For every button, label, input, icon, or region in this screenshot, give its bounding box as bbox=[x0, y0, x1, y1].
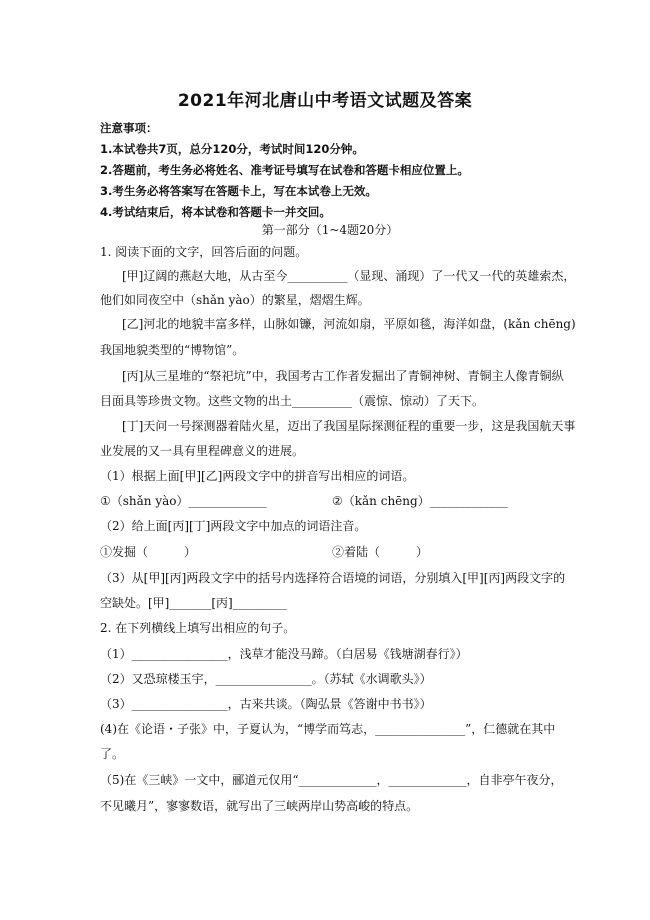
question-2-item: （5)在《三峡》一文中，郦道元仅用“_____________，_____________，自非亭午夜分， bbox=[100, 773, 563, 787]
passage-ding-line: 业发展的又一具有里程碑意义的进展。 bbox=[100, 444, 305, 458]
question-2-item: (4)在《论语・子张》中，子夏认为，“博学而笃志，_______________”，仁德就在其中 bbox=[100, 722, 556, 736]
answer-blank-kancheng[interactable]: ②（kǎn chēng）_____________ bbox=[332, 494, 508, 508]
passage-jia-line: 他们如同夜空中（shǎn yào）的繁星，熠熠生辉。 bbox=[100, 293, 370, 307]
passage-bing-line: 目面具等珍贵文物。这些文物的出土__________（震惊、惊动）了天下。 bbox=[100, 394, 485, 408]
question-2-item: （3）________________，古来共谈。（陶弘景《答谢中书书》） bbox=[100, 697, 432, 711]
page-title: 2021年河北唐山中考语文试题及答案 bbox=[177, 91, 473, 111]
question-2-intro: 2. 在下列横线上填写出相应的句子。 bbox=[100, 621, 296, 635]
notice-item: 3.考生务必将答案写在答题卡上，写在本试卷上无效。 bbox=[100, 184, 377, 198]
question-2-item-cont: 了。 bbox=[100, 747, 125, 761]
notice-item: 1.本试卷共7页，总分120分，考试时间120分钟。 bbox=[100, 142, 364, 156]
question-2-item: （2）又恐琼楼玉宇，________________。（苏轼《水调歌头》） bbox=[100, 672, 432, 686]
notice-item: 4.考试结束后，将本试卷和答题卡一并交回。 bbox=[100, 205, 331, 219]
answer-blank-zhaolu[interactable]: ②着陆（ ） bbox=[332, 545, 429, 559]
passage-ding-line: [丁]天问一号探测器着陆火星，迈出了我国星际探测征程的重要一步，这是我国航天事 bbox=[122, 419, 576, 433]
passage-yi-line: [乙]河北的地貌丰富多样，山脉如镰，河流如扇，平原如毯，海洋如盘，(kǎn chēng) bbox=[122, 317, 576, 331]
question-1-2: （2）给上面[丙][丁]两段文字中加点的词语注音。 bbox=[100, 519, 367, 533]
question-1-2-row bbox=[100, 544, 560, 560]
section-heading: 第一部分（1~4题20分） bbox=[261, 223, 399, 237]
question-1-intro: 1. 阅读下面的文字，回答后面的问题。 bbox=[100, 245, 308, 259]
question-2-item: （1）________________，浅草才能没马蹄。（白居易《钱塘湖春行》） bbox=[100, 647, 468, 661]
question-1-3-line: （3）从[甲][丙]两段文字中的括号内选择符合语境的词语，分别填入[甲][丙]两段文字的 bbox=[100, 571, 566, 585]
question-1-1-row bbox=[100, 493, 560, 509]
notice-heading: 注意事项： bbox=[100, 121, 158, 135]
question-1-3-line: 空缺处。[甲]_______[丙]_________ bbox=[100, 596, 287, 610]
question-1-1: （1）根据上面[甲][乙]两段文字中的拼音写出相应的词语。 bbox=[100, 469, 415, 483]
answer-blank-fajue[interactable]: ①发掘（ ） bbox=[100, 545, 197, 559]
question-2-item-cont: 不见曦月”，寥寥数语，就写出了三峡两岸山势高峻的特点。 bbox=[100, 799, 419, 813]
notice-item: 2.答题前，考生务必将姓名、准考证号填写在试卷和答题卡相应位置上。 bbox=[100, 163, 469, 177]
passage-jia-line: [甲]辽阔的燕赵大地，从古至今__________（显现、涌现）了一代又一代的英雄索杰， bbox=[122, 269, 576, 283]
passage-yi-line: 我国地貌类型的“博物馆”。 bbox=[100, 343, 245, 357]
passage-bing-line: [丙]从三星堆的“祭祀坑”中，我国考古工作者发掘出了青铜神树、青铜主人像青铜纵 bbox=[122, 369, 564, 383]
answer-blank-shanyao[interactable]: ①（shǎn yào）_____________ bbox=[100, 494, 267, 508]
